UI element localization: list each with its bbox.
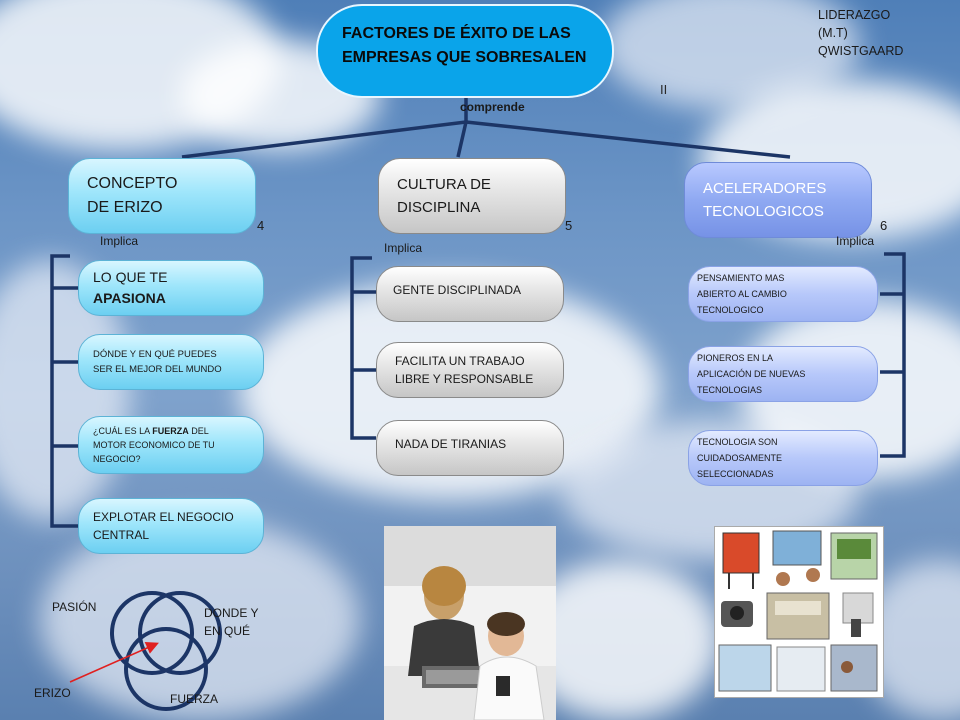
item-line: TECNOLOGIA SON	[697, 437, 778, 447]
column-number: 6	[880, 218, 888, 233]
item-line: ABIERTO AL CAMBIO	[697, 289, 787, 299]
item-line: TECNOLOGIAS	[697, 385, 763, 395]
heading-line: CONCEPTO	[87, 175, 178, 192]
item-line: GENTE DISCIPLINADA	[393, 283, 522, 297]
venn-label-fuerza: FUERZA	[170, 692, 218, 706]
item-line: MOTOR ECONOMICO DE TU	[93, 440, 215, 450]
item-fragment: DEL	[188, 426, 209, 436]
item-line: LIBRE Y RESPONSABLE	[395, 372, 534, 386]
item-line: LO QUE TE	[93, 269, 168, 285]
item-line: CUIDADOSAMENTE	[697, 453, 783, 463]
implica-label: Implica	[384, 241, 423, 255]
venn-label-erizo: ERIZO	[34, 686, 71, 700]
technology-collage-photo	[714, 526, 884, 698]
column-number: 5	[565, 218, 573, 233]
erizo-arrow	[70, 644, 156, 682]
source-line: QWISTGAARD	[818, 44, 904, 58]
heading-line: CULTURA DE	[397, 176, 491, 193]
item-line: EXPLOTAR EL NEGOCIO	[93, 510, 234, 524]
item-line: NADA DE TIRANIAS	[395, 437, 507, 451]
connector-label: comprende	[460, 100, 525, 114]
source-line: LIDERAZGO	[818, 8, 891, 22]
item-line: FACILITA UN TRABAJO	[395, 354, 525, 368]
technology-collage-illustration	[715, 527, 883, 697]
roman-numeral: II	[660, 82, 668, 97]
business-people-photo	[384, 526, 556, 720]
item-line: SELECCIONADAS	[697, 469, 774, 479]
title-box: FACTORES DE ÉXITO DE LAS EMPRESAS QUE SOBRESALEN	[316, 4, 614, 98]
venn-label-pasion: PASIÓN	[52, 600, 97, 614]
column-number: 4	[257, 218, 265, 233]
heading-line: TECNOLOGICOS	[703, 203, 824, 220]
item-fragment-bold: FUERZA	[152, 426, 189, 436]
item-line: DÓNDE Y EN QUÉ PUEDES	[93, 349, 217, 360]
source-line: (M.T)	[818, 26, 848, 40]
heading-line: DISCIPLINA	[397, 199, 481, 216]
item-line: TECNOLOGICO	[697, 305, 764, 315]
item-line: PIONEROS EN LA	[697, 353, 774, 363]
item-line: APLICACIÓN DE NUEVAS	[697, 369, 806, 379]
item-fragment: ¿CUÁL ES LA	[93, 426, 153, 436]
implica-label: Implica	[836, 234, 875, 248]
venn-label-donde	[204, 604, 258, 640]
business-people-illustration	[384, 526, 556, 720]
item-line: SER EL MEJOR DEL MUNDO	[93, 364, 222, 375]
implica-label: Implica	[100, 234, 139, 248]
item-line: PENSAMIENTO MAS	[697, 273, 785, 283]
heading-line: ACELERADORES	[703, 180, 827, 197]
item-line: CENTRAL	[93, 528, 150, 542]
venn-label-line: EN QUÉ	[204, 624, 251, 638]
item-line: NEGOCIO?	[93, 454, 141, 464]
heading-line: DE ERIZO	[87, 199, 163, 216]
venn-label-line: DONDE Y	[204, 606, 259, 620]
item-line: APASIONA	[93, 290, 166, 306]
